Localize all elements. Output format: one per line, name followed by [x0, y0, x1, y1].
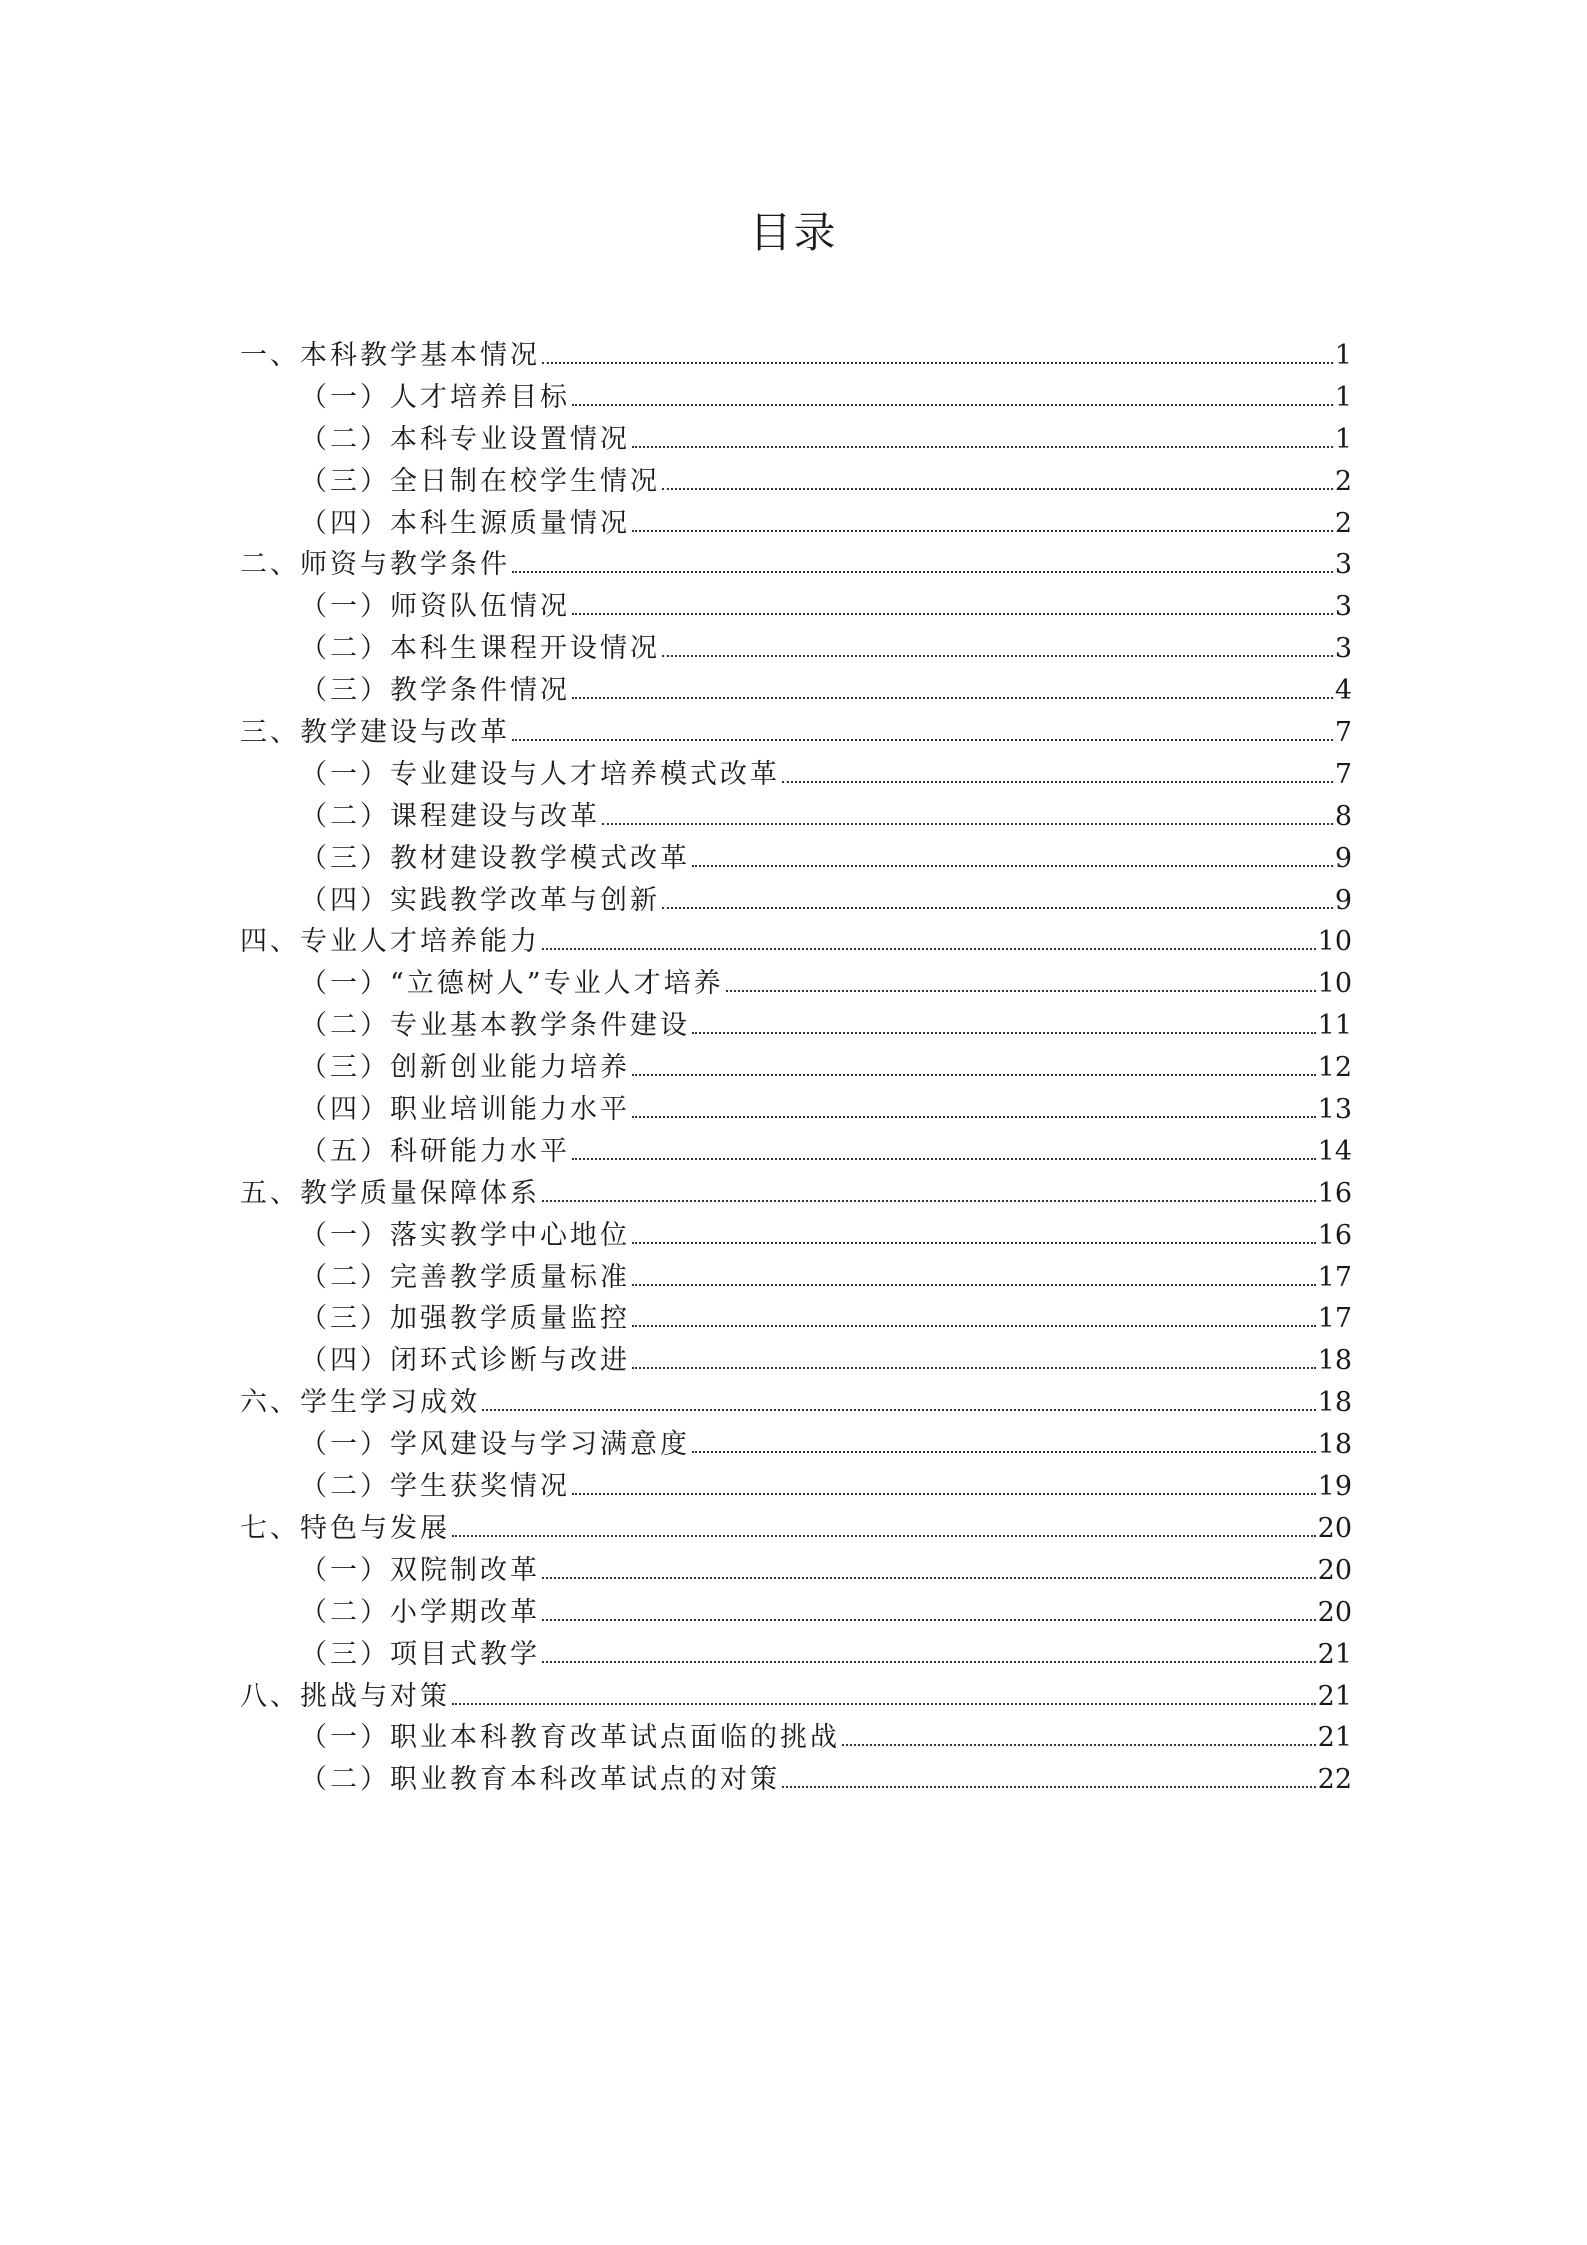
toc-page-number: 1 [1334, 340, 1352, 371]
toc-subsection-entry[interactable] [240, 796, 1352, 838]
toc-page-number: 12 [1317, 1052, 1352, 1084]
toc-entry-label: （三）教学条件情况 [300, 675, 570, 707]
toc-page-number: 10 [1317, 968, 1352, 1000]
dot-leader [452, 1703, 1316, 1705]
dot-leader [542, 1661, 1316, 1663]
toc-entry-label: （三）项目式教学 [300, 1638, 540, 1670]
toc-page-number: 1 [1334, 381, 1352, 413]
toc-page-number: 19 [1317, 1471, 1352, 1503]
dot-leader [662, 488, 1333, 490]
toc-section-entry[interactable] [240, 921, 1352, 963]
toc-entry-label: （一）师资队伍情况 [300, 591, 570, 623]
toc-page-number: 14 [1317, 1135, 1352, 1167]
toc-page-number: 3 [1334, 633, 1352, 665]
toc-page-number: 22 [1317, 1764, 1352, 1796]
toc-subsection-entry[interactable] [240, 461, 1352, 503]
dot-leader [632, 1284, 1316, 1286]
toc-entry-label: （四）实践教学改革与创新 [300, 884, 660, 916]
dot-leader [782, 1786, 1316, 1788]
toc-subsection-entry[interactable] [240, 1759, 1352, 1801]
toc-subsection-entry[interactable] [240, 628, 1352, 670]
toc-entry-label: （二）本科专业设置情况 [300, 423, 630, 455]
toc-subsection-entry[interactable] [240, 586, 1352, 628]
toc-entry-label: （二）专业基本教学条件建设 [300, 1010, 690, 1042]
page-title: 目录 [749, 208, 838, 257]
toc-subsection-entry[interactable] [240, 963, 1352, 1005]
toc-subsection-entry[interactable] [240, 880, 1352, 922]
dot-leader [452, 1535, 1316, 1537]
dot-leader [782, 781, 1333, 783]
toc-page-number: 2 [1334, 507, 1352, 539]
dot-leader [692, 865, 1333, 867]
toc-entry-label: （一）“立德树人”专业人才培养 [300, 968, 724, 1000]
toc-page-number: 1 [1334, 423, 1352, 455]
dot-leader [692, 1451, 1316, 1453]
toc-entry-label: （二）完善教学质量标准 [300, 1261, 630, 1293]
toc-page-number: 21 [1317, 1638, 1352, 1670]
toc-page-number: 18 [1317, 1387, 1352, 1419]
dot-leader [632, 1325, 1316, 1327]
toc-subsection-entry[interactable] [240, 1717, 1352, 1759]
dot-leader [512, 571, 1333, 573]
toc-subsection-entry[interactable] [240, 754, 1352, 796]
toc-entry-label: （一）专业建设与人才培养模式改革 [300, 758, 780, 790]
toc-subsection-entry[interactable] [240, 670, 1352, 712]
toc-subsection-entry[interactable] [240, 1005, 1352, 1047]
toc-page-number: 16 [1317, 1177, 1352, 1209]
toc-page-number: 9 [1334, 842, 1352, 874]
dot-leader [842, 1744, 1316, 1746]
toc-entry-label: （三）教材建设教学模式改革 [300, 842, 690, 874]
toc-subsection-entry[interactable] [240, 1298, 1352, 1340]
toc-page-number: 9 [1334, 884, 1352, 916]
toc-page-number: 8 [1334, 800, 1352, 832]
toc-subsection-entry[interactable] [240, 1047, 1352, 1089]
dot-leader [542, 362, 1333, 364]
toc-entry-label: （一）职业本科教育改革试点面临的挑战 [300, 1722, 840, 1754]
toc-entry-label: （四）本科生源质量情况 [300, 507, 630, 539]
toc-page-number: 20 [1317, 1596, 1352, 1628]
toc-subsection-entry[interactable] [240, 1466, 1352, 1508]
toc-entry-label: 五、教学质量保障体系 [240, 1177, 540, 1209]
dot-leader [662, 907, 1333, 909]
toc-entry-label: （二）职业教育本科改革试点的对策 [300, 1764, 780, 1796]
toc-page-number: 10 [1317, 926, 1352, 958]
toc-entry-label: （四）闭环式诊断与改进 [300, 1345, 630, 1377]
toc-page-number: 16 [1317, 1219, 1352, 1251]
toc-page-number: 18 [1317, 1429, 1352, 1461]
toc-entry-label: 八、挑战与对策 [240, 1680, 450, 1712]
toc-page-number: 21 [1317, 1680, 1352, 1712]
toc-page-number: 20 [1317, 1554, 1352, 1586]
toc-entry-label: 一、本科教学基本情况 [240, 340, 540, 371]
toc-page-number: 11 [1317, 1010, 1352, 1042]
toc-entry-label: （五）科研能力水平 [300, 1135, 570, 1167]
toc-entry-label: 二、师资与教学条件 [240, 549, 510, 581]
toc-subsection-entry[interactable] [240, 419, 1352, 461]
toc-section-entry[interactable] [240, 1382, 1352, 1424]
toc-entry-label: （二）本科生课程开设情况 [300, 633, 660, 665]
dot-leader [632, 446, 1333, 448]
toc-subsection-entry[interactable] [240, 1215, 1352, 1257]
toc-page-number: 20 [1317, 1512, 1352, 1544]
toc-subsection-entry[interactable] [240, 1634, 1352, 1676]
dot-leader [542, 1200, 1316, 1202]
toc-entry-label: （一）人才培养目标 [300, 381, 570, 413]
toc-subsection-entry[interactable] [240, 1550, 1352, 1592]
dot-leader [512, 739, 1333, 741]
toc-subsection-entry[interactable] [240, 838, 1352, 880]
toc-subsection-entry[interactable] [240, 1592, 1352, 1634]
dot-leader [482, 1409, 1316, 1411]
toc-entry-label: 四、专业人才培养能力 [240, 926, 540, 958]
toc-entry-label: （三）加强教学质量监控 [300, 1303, 630, 1335]
toc-page-number: 7 [1334, 758, 1352, 790]
toc-entry-label: （三）创新创业能力培养 [300, 1052, 630, 1084]
toc-subsection-entry[interactable] [240, 1424, 1352, 1466]
toc-page-number: 3 [1334, 549, 1352, 581]
toc-section-entry[interactable] [240, 1508, 1352, 1550]
dot-leader [632, 530, 1333, 532]
toc-entry-label: （三）全日制在校学生情况 [300, 465, 660, 497]
toc-section-entry[interactable] [240, 1676, 1352, 1718]
toc-section-entry[interactable] [240, 1173, 1352, 1215]
dot-leader [542, 948, 1316, 950]
toc-entry-label: 七、特色与发展 [240, 1512, 450, 1544]
toc-entry-label: （一）双院制改革 [300, 1554, 540, 1586]
dot-leader [572, 404, 1333, 406]
toc-entry-label: （一）学风建设与学习满意度 [300, 1429, 690, 1461]
toc-entry-label: （一）落实教学中心地位 [300, 1219, 630, 1251]
toc-page-number: 18 [1317, 1345, 1352, 1377]
dot-leader [632, 1116, 1316, 1118]
toc-entry-label: 六、学生学习成效 [240, 1387, 480, 1419]
toc-section-entry[interactable] [240, 712, 1352, 754]
toc-page-number: 4 [1334, 675, 1352, 707]
toc-page-number: 2 [1334, 465, 1352, 497]
dot-leader [572, 697, 1333, 699]
toc-page-number: 21 [1317, 1722, 1352, 1754]
dot-leader [602, 823, 1333, 825]
dot-leader [542, 1619, 1316, 1621]
toc-section-entry[interactable] [240, 335, 1352, 377]
toc-subsection-entry[interactable] [240, 1089, 1352, 1131]
toc-entry-label: （四）职业培训能力水平 [300, 1094, 630, 1126]
table-of-contents [240, 335, 1352, 1801]
toc-page-number: 17 [1317, 1303, 1352, 1335]
toc-entry-label: （二）学生获奖情况 [300, 1471, 570, 1503]
dot-leader [572, 1493, 1316, 1495]
toc-page-number: 17 [1317, 1261, 1352, 1293]
toc-page-number: 3 [1334, 591, 1352, 623]
dot-leader [632, 1367, 1316, 1369]
dot-leader [572, 1158, 1316, 1160]
dot-leader [572, 613, 1333, 615]
toc-page-number: 13 [1317, 1094, 1352, 1126]
dot-leader [662, 655, 1333, 657]
toc-entry-label: （二）小学期改革 [300, 1596, 540, 1628]
toc-subsection-entry[interactable] [240, 1340, 1352, 1382]
toc-subsection-entry[interactable] [240, 1257, 1352, 1299]
toc-entry-label: （二）课程建设与改革 [300, 800, 600, 832]
toc-subsection-entry[interactable] [240, 1131, 1352, 1173]
toc-section-entry[interactable] [240, 544, 1352, 586]
toc-subsection-entry[interactable] [240, 503, 1352, 545]
toc-page-number: 7 [1334, 717, 1352, 749]
dot-leader [726, 990, 1316, 992]
toc-entry-label: 三、教学建设与改革 [240, 717, 510, 749]
dot-leader [632, 1242, 1316, 1244]
dot-leader [692, 1032, 1316, 1034]
dot-leader [542, 1577, 1316, 1579]
toc-subsection-entry[interactable] [240, 377, 1352, 419]
dot-leader [632, 1074, 1316, 1076]
